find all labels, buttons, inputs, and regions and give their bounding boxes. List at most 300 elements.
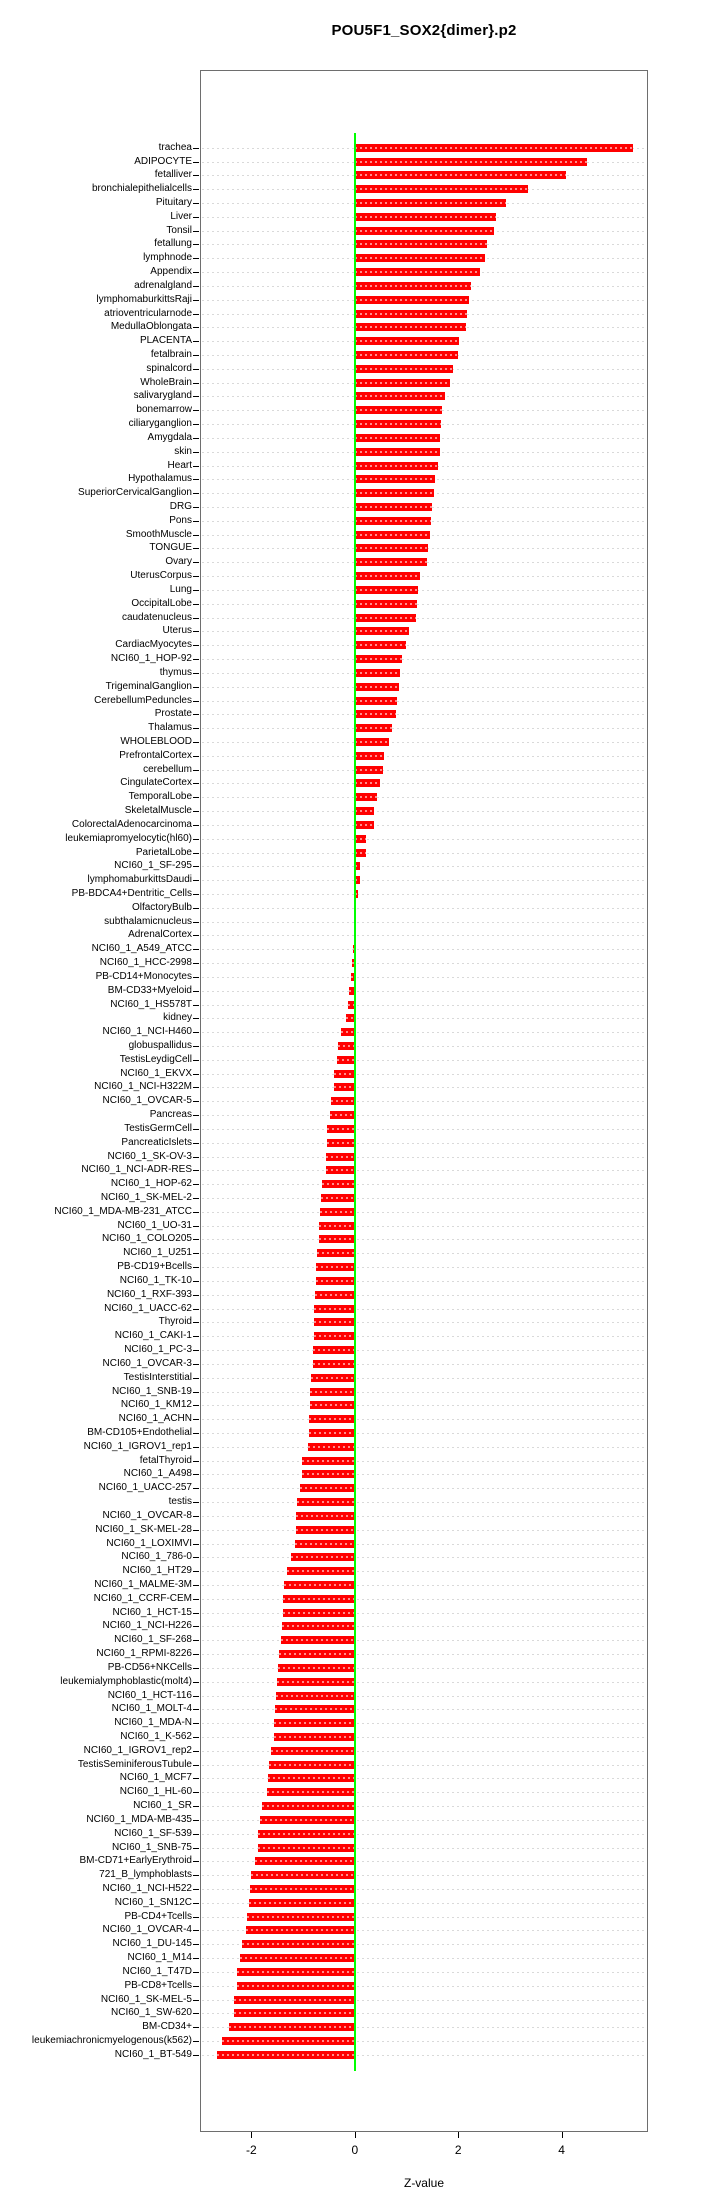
bar bbox=[237, 1982, 355, 1990]
y-axis-tick bbox=[193, 908, 199, 909]
category-label: NCI60_1_HCT-15 bbox=[112, 1606, 192, 1618]
bar bbox=[255, 1857, 355, 1865]
y-axis-tick bbox=[193, 604, 199, 605]
y-axis-tick bbox=[193, 327, 199, 328]
category-label: Tonsil bbox=[166, 224, 192, 236]
row-gridline bbox=[202, 1502, 646, 1503]
bar bbox=[229, 2023, 355, 2031]
bar bbox=[355, 337, 459, 345]
row-gridline bbox=[202, 1267, 646, 1268]
category-label: NCI60_1_SW-620 bbox=[111, 2007, 192, 2019]
y-axis-tick bbox=[193, 1530, 199, 1531]
row-gridline bbox=[202, 1115, 646, 1116]
row-gridline bbox=[202, 1516, 646, 1517]
category-label: NCI60_1_RXF-393 bbox=[106, 1288, 192, 1300]
y-axis-tick bbox=[193, 2041, 199, 2042]
bar bbox=[355, 835, 366, 843]
category-label: leukemialymphoblastic(molt4) bbox=[60, 1675, 192, 1687]
bar bbox=[355, 434, 440, 442]
category-label: AdrenalCortex bbox=[128, 929, 192, 941]
category-label: subthalamicnucleus bbox=[104, 915, 192, 927]
category-label: NCI60_1_SNB-19 bbox=[111, 1385, 192, 1397]
row-gridline bbox=[202, 728, 646, 729]
y-axis-tick bbox=[193, 1447, 199, 1448]
bar bbox=[300, 1484, 355, 1492]
category-label: leukemiachronicmyelogenous(k562) bbox=[31, 2035, 192, 2047]
row-gridline bbox=[202, 1336, 646, 1337]
row-gridline bbox=[202, 1640, 646, 1641]
bar bbox=[355, 738, 390, 746]
y-axis-tick bbox=[193, 286, 199, 287]
bar bbox=[355, 268, 481, 276]
y-axis-tick bbox=[193, 1461, 199, 1462]
bar bbox=[217, 2051, 355, 2059]
category-label: PB-CD14+Monocytes bbox=[95, 970, 192, 982]
y-axis-tick bbox=[193, 590, 199, 591]
category-label: NCI60_1_K-562 bbox=[120, 1731, 192, 1742]
bar bbox=[240, 1954, 355, 1962]
y-axis-tick bbox=[193, 217, 199, 218]
bar bbox=[269, 1761, 355, 1769]
y-axis-tick bbox=[193, 949, 199, 950]
bar bbox=[334, 1070, 355, 1078]
row-gridline bbox=[202, 1585, 646, 1586]
bar bbox=[297, 1498, 354, 1506]
y-axis-tick bbox=[193, 1751, 199, 1752]
y-axis-tick bbox=[193, 1074, 199, 1075]
category-label: testis bbox=[168, 1496, 192, 1508]
category-label: Liver bbox=[170, 210, 192, 222]
bar bbox=[355, 351, 458, 359]
category-label: NCI60_1_NCI-H460 bbox=[102, 1026, 192, 1038]
y-axis-tick bbox=[193, 507, 199, 508]
y-axis-tick bbox=[193, 1778, 199, 1779]
category-label: ParietalLobe bbox=[135, 846, 192, 858]
y-axis-tick bbox=[193, 1502, 199, 1503]
row-gridline bbox=[202, 839, 646, 840]
category-label: MedullaOblongata bbox=[110, 321, 192, 333]
bar bbox=[355, 779, 380, 787]
bar bbox=[355, 240, 487, 248]
row-gridline bbox=[202, 1488, 646, 1489]
bar bbox=[326, 1166, 355, 1174]
bar bbox=[355, 379, 450, 387]
bar bbox=[296, 1526, 355, 1534]
y-axis-tick bbox=[193, 369, 199, 370]
bar bbox=[330, 1111, 355, 1119]
y-axis-tick bbox=[193, 1488, 199, 1489]
bar bbox=[355, 489, 434, 497]
row-gridline bbox=[202, 1060, 646, 1061]
y-axis-tick bbox=[193, 1198, 199, 1199]
y-axis-tick bbox=[193, 1405, 199, 1406]
category-label: TestisInterstitial bbox=[123, 1371, 192, 1383]
row-gridline bbox=[202, 604, 646, 605]
row-gridline bbox=[202, 880, 646, 881]
bar bbox=[355, 254, 485, 262]
bar bbox=[295, 1540, 354, 1548]
category-label: NCI60_1_SK-OV-3 bbox=[107, 1150, 192, 1162]
category-label: NCI60_1_RPMI-8226 bbox=[96, 1648, 192, 1660]
category-label: NCI60_1_SF-268 bbox=[114, 1634, 192, 1646]
row-gridline bbox=[202, 1239, 646, 1240]
bar bbox=[319, 1235, 355, 1243]
bar bbox=[283, 1609, 355, 1617]
bar bbox=[316, 1263, 355, 1271]
bar bbox=[296, 1512, 354, 1520]
category-label: NCI60_1_SF-539 bbox=[114, 1827, 192, 1839]
x-axis-tick bbox=[355, 2132, 356, 2138]
row-gridline bbox=[202, 853, 646, 854]
bar bbox=[291, 1553, 355, 1561]
row-gridline bbox=[202, 1557, 646, 1558]
bar bbox=[314, 1305, 354, 1313]
category-label: NCI60_1_ACHN bbox=[118, 1413, 192, 1425]
bar bbox=[355, 296, 469, 304]
row-gridline bbox=[202, 1350, 646, 1351]
y-axis-tick bbox=[193, 383, 199, 384]
category-label: Thalamus bbox=[148, 722, 192, 734]
y-axis-tick bbox=[193, 189, 199, 190]
y-axis-tick bbox=[193, 1571, 199, 1572]
row-gridline bbox=[202, 1087, 646, 1088]
category-label: NCI60_1_DU-145 bbox=[112, 1938, 192, 1950]
category-label: NCI60_1_SN12C bbox=[114, 1896, 192, 1908]
y-axis-tick bbox=[193, 825, 199, 826]
y-axis-tick bbox=[193, 659, 199, 660]
y-axis-tick bbox=[193, 1613, 199, 1614]
y-axis-tick bbox=[193, 1875, 199, 1876]
bar bbox=[355, 406, 442, 414]
row-gridline bbox=[202, 1571, 646, 1572]
y-axis-tick bbox=[193, 1143, 199, 1144]
y-axis-tick bbox=[193, 203, 199, 204]
row-gridline bbox=[202, 811, 646, 812]
x-axis-title: Z-value bbox=[403, 2176, 444, 2190]
y-axis-tick bbox=[193, 175, 199, 176]
category-label: NCI60_1_U251 bbox=[123, 1247, 192, 1259]
category-label: NCI60_1_KM12 bbox=[120, 1399, 192, 1411]
y-axis-tick bbox=[193, 1295, 199, 1296]
category-label: ColorectalAdenocarcinoma bbox=[71, 818, 192, 830]
bar bbox=[322, 1180, 355, 1188]
y-axis-tick bbox=[193, 258, 199, 259]
y-axis-tick bbox=[193, 452, 199, 453]
y-axis-tick bbox=[193, 977, 199, 978]
bar bbox=[268, 1774, 355, 1782]
category-label: Appendix bbox=[150, 266, 192, 278]
category-label: NCI60_1_NCI-ADR-RES bbox=[81, 1164, 192, 1176]
category-label: NCI60_1_HT29 bbox=[122, 1565, 192, 1577]
category-label: leukemiapromyelocytic(hl60) bbox=[65, 832, 192, 844]
bar bbox=[282, 1622, 354, 1630]
category-label: Pituitary bbox=[155, 196, 192, 208]
row-gridline bbox=[202, 991, 646, 992]
bar bbox=[355, 144, 634, 152]
bar bbox=[355, 641, 407, 649]
bar bbox=[237, 1968, 355, 1976]
bar bbox=[242, 1940, 355, 1948]
row-gridline bbox=[202, 1378, 646, 1379]
category-label: PancreaticIslets bbox=[121, 1136, 192, 1148]
y-axis-tick bbox=[193, 1212, 199, 1213]
category-label: NCI60_1_SR bbox=[133, 1800, 192, 1812]
y-axis-tick bbox=[193, 1226, 199, 1227]
row-gridline bbox=[202, 673, 646, 674]
bar bbox=[302, 1470, 355, 1478]
y-axis-tick bbox=[193, 1626, 199, 1627]
bar bbox=[355, 199, 506, 207]
bar bbox=[249, 1899, 354, 1907]
bar bbox=[355, 185, 528, 193]
bar bbox=[341, 1028, 355, 1036]
y-axis-tick bbox=[193, 687, 199, 688]
y-axis-tick bbox=[193, 1392, 199, 1393]
category-label: fetalThyroid bbox=[139, 1454, 192, 1466]
category-label: NCI60_1_UACC-257 bbox=[98, 1482, 192, 1494]
x-axis-tick-label: 0 bbox=[351, 2143, 359, 2157]
category-label: NCI60_1_CCRF-CEM bbox=[93, 1592, 192, 1604]
category-label: globuspallidus bbox=[128, 1040, 192, 1051]
category-label: Pancreas bbox=[149, 1109, 192, 1121]
category-label: NCI60_1_A549_ATCC bbox=[91, 943, 192, 955]
category-label: Prostate bbox=[154, 708, 192, 720]
category-label: NCI60_1_MDA-MB-231_ATCC bbox=[54, 1205, 192, 1217]
bar bbox=[355, 420, 441, 428]
y-axis-tick bbox=[193, 493, 199, 494]
y-axis-tick bbox=[193, 244, 199, 245]
category-label: NCI60_1_CAKI-1 bbox=[114, 1330, 192, 1342]
bar bbox=[276, 1692, 355, 1700]
bar bbox=[279, 1650, 354, 1658]
y-axis-tick bbox=[193, 1309, 199, 1310]
y-axis-tick bbox=[193, 1157, 199, 1158]
bar bbox=[317, 1249, 355, 1257]
row-gridline bbox=[202, 1046, 646, 1047]
row-gridline bbox=[202, 1129, 646, 1130]
bar bbox=[355, 807, 375, 815]
y-axis-tick bbox=[193, 963, 199, 964]
y-axis-tick bbox=[193, 618, 199, 619]
category-label: SkeletalMuscle bbox=[124, 805, 192, 817]
y-axis-tick bbox=[193, 438, 199, 439]
y-axis-tick bbox=[193, 148, 199, 149]
row-gridline bbox=[202, 1613, 646, 1614]
category-label: bronchialepithelialcells bbox=[91, 183, 192, 195]
bar bbox=[309, 1429, 355, 1437]
y-axis-tick bbox=[193, 1239, 199, 1240]
bar bbox=[327, 1139, 355, 1147]
y-axis-tick bbox=[193, 410, 199, 411]
y-axis-tick bbox=[193, 1640, 199, 1641]
bar bbox=[314, 1318, 355, 1326]
y-axis-tick bbox=[193, 742, 199, 743]
row-gridline bbox=[202, 783, 646, 784]
row-gridline bbox=[202, 1101, 646, 1102]
y-axis-tick bbox=[193, 673, 199, 674]
y-axis-tick bbox=[193, 1018, 199, 1019]
category-label: salivarygland bbox=[133, 390, 192, 402]
category-label: TemporalLobe bbox=[128, 791, 192, 803]
bar bbox=[234, 2009, 355, 2017]
bar bbox=[281, 1636, 354, 1644]
category-label: NCI60_1_NCI-H226 bbox=[102, 1620, 192, 1632]
bar bbox=[355, 683, 399, 691]
x-axis-tick-label: -2 bbox=[246, 2143, 257, 2157]
category-label: kidney bbox=[163, 1012, 192, 1024]
row-gridline bbox=[202, 866, 646, 867]
row-gridline bbox=[202, 1309, 646, 1310]
category-label: 721_B_lymphoblasts bbox=[99, 1869, 192, 1881]
category-label: NCI60_1_M14 bbox=[127, 1952, 192, 1964]
category-label: NCI60_1_OVCAR-3 bbox=[102, 1357, 192, 1369]
row-gridline bbox=[202, 659, 646, 660]
row-gridline bbox=[202, 1447, 646, 1448]
chart-title: POU5F1_SOX2{dimer}.p2 bbox=[331, 22, 517, 39]
bar bbox=[355, 310, 467, 318]
row-gridline bbox=[202, 1723, 646, 1724]
row-gridline bbox=[202, 631, 646, 632]
category-label: BM-CD34+ bbox=[142, 2021, 192, 2033]
y-axis-tick bbox=[193, 1378, 199, 1379]
row-gridline bbox=[202, 701, 646, 702]
bar bbox=[326, 1153, 354, 1161]
row-gridline bbox=[202, 1322, 646, 1323]
bar bbox=[355, 448, 440, 456]
y-axis-tick bbox=[193, 1474, 199, 1475]
bar bbox=[277, 1678, 355, 1686]
y-axis-tick bbox=[193, 341, 199, 342]
bar bbox=[355, 655, 402, 663]
y-axis-tick bbox=[193, 424, 199, 425]
category-label: NCI60_1_IGROV1_rep2 bbox=[83, 1744, 192, 1756]
bar bbox=[314, 1332, 355, 1340]
y-axis-tick bbox=[193, 396, 199, 397]
category-label: PLACENTA bbox=[139, 335, 192, 347]
row-gridline bbox=[202, 770, 646, 771]
bar bbox=[331, 1097, 355, 1105]
y-axis-tick bbox=[193, 1433, 199, 1434]
category-label: NCI60_1_SF-295 bbox=[114, 860, 192, 872]
bar bbox=[355, 517, 432, 525]
category-label: PB-CD56+NKCells bbox=[107, 1661, 192, 1673]
bar bbox=[267, 1788, 354, 1796]
category-label: NCI60_1_SK-MEL-2 bbox=[100, 1192, 192, 1204]
row-gridline bbox=[202, 1143, 646, 1144]
row-gridline bbox=[202, 1682, 646, 1683]
row-gridline bbox=[202, 1626, 646, 1627]
y-axis-tick bbox=[193, 314, 199, 315]
y-axis-tick bbox=[193, 1792, 199, 1793]
category-label: NCI60_1_OVCAR-5 bbox=[102, 1095, 192, 1107]
category-label: fetallung bbox=[154, 238, 192, 250]
bar bbox=[355, 572, 420, 580]
y-axis-tick bbox=[193, 521, 199, 522]
y-axis-tick bbox=[193, 728, 199, 729]
y-axis-tick bbox=[193, 1806, 199, 1807]
row-gridline bbox=[202, 1737, 646, 1738]
category-label: trachea bbox=[158, 141, 192, 153]
y-axis-tick bbox=[193, 1944, 199, 1945]
y-axis-tick bbox=[193, 1557, 199, 1558]
y-axis-tick bbox=[193, 631, 199, 632]
category-label: NCI60_1_786-0 bbox=[121, 1551, 192, 1563]
x-axis-tick-label: 4 bbox=[558, 2143, 565, 2157]
category-label: NCI60_1_UO-31 bbox=[117, 1219, 192, 1231]
row-gridline bbox=[202, 1253, 646, 1254]
category-label: NCI60_1_MDA-N bbox=[114, 1717, 192, 1729]
row-gridline bbox=[202, 645, 646, 646]
y-axis-tick bbox=[193, 1834, 199, 1835]
bar bbox=[334, 1083, 355, 1091]
row-gridline bbox=[202, 1018, 646, 1019]
category-label: NCI60_1_HCT-116 bbox=[107, 1689, 192, 1701]
bar bbox=[355, 227, 495, 235]
x-axis-tick bbox=[458, 2132, 459, 2138]
bar bbox=[275, 1705, 355, 1713]
category-label: adrenalgland bbox=[134, 279, 192, 291]
category-label: TestisLeydigCell bbox=[119, 1053, 192, 1065]
row-gridline bbox=[202, 1005, 646, 1006]
y-axis-tick bbox=[193, 1682, 199, 1683]
category-label: SuperiorCervicalGanglion bbox=[78, 487, 192, 499]
bar bbox=[355, 213, 497, 221]
bar bbox=[302, 1457, 355, 1465]
y-axis-tick bbox=[193, 576, 199, 577]
bar bbox=[355, 724, 392, 732]
y-axis-tick bbox=[193, 853, 199, 854]
category-label: lymphomaburkittsDaudi bbox=[87, 874, 192, 886]
y-axis-tick bbox=[193, 1253, 199, 1254]
category-label: Hypothalamus bbox=[128, 473, 192, 485]
bar bbox=[278, 1664, 355, 1672]
category-label: NCI60_1_PC-3 bbox=[124, 1344, 192, 1356]
category-label: NCI60_1_TK-10 bbox=[119, 1274, 192, 1286]
category-label: PrefrontalCortex bbox=[119, 749, 192, 761]
category-label: NCI60_1_HS578T bbox=[110, 998, 192, 1010]
y-axis-tick bbox=[193, 1903, 199, 1904]
bar bbox=[222, 2037, 354, 2045]
category-label: TrigeminalGanglion bbox=[105, 680, 192, 692]
category-label: NCI60_1_MCF7 bbox=[119, 1772, 192, 1784]
bar bbox=[355, 849, 366, 857]
y-axis-tick bbox=[193, 1060, 199, 1061]
row-gridline bbox=[202, 1281, 646, 1282]
y-axis-tick bbox=[193, 1350, 199, 1351]
y-axis-tick bbox=[193, 1599, 199, 1600]
category-label: NCI60_1_HCC-2998 bbox=[99, 957, 192, 969]
bar bbox=[309, 1415, 354, 1423]
category-label: BM-CD105+Endothelial bbox=[87, 1426, 192, 1438]
category-label: Amygdala bbox=[147, 431, 192, 443]
bar bbox=[287, 1567, 355, 1575]
y-axis-tick bbox=[193, 1723, 199, 1724]
category-label: Lung bbox=[169, 583, 192, 595]
bar bbox=[355, 821, 374, 829]
bar bbox=[319, 1222, 355, 1230]
row-gridline bbox=[202, 1212, 646, 1213]
row-gridline bbox=[202, 590, 646, 591]
category-label: NCI60_1_A498 bbox=[123, 1468, 192, 1480]
bar bbox=[355, 462, 438, 470]
category-label: NCI60_1_HOP-62 bbox=[110, 1178, 192, 1190]
bar bbox=[311, 1374, 355, 1382]
y-axis-tick bbox=[193, 1544, 199, 1545]
y-axis-tick bbox=[193, 466, 199, 467]
bar bbox=[355, 503, 433, 511]
category-label: TestisSeminiferousTubule bbox=[77, 1758, 192, 1770]
category-label: NCI60_1_SNB-75 bbox=[111, 1841, 192, 1853]
